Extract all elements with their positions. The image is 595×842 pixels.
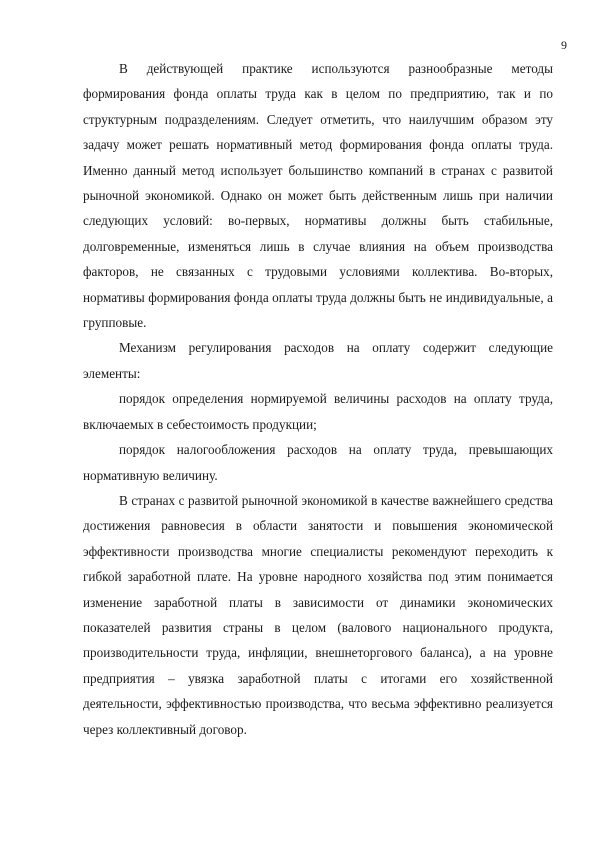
paragraph-methods: В действующей практике используются разнообразные методы формирования фонда оплаты труда как в целом по предприятию, так и по структурным подразделениям. Следует отметить, что наилучшим образом эту задачу может решать нормативный метод формирования фонда оплаты труда. Именно данный метод использует большинство компаний в странах с развитой рыночной экономикой. Однако он может быть действенным лишь при наличии следующих условий: во-первых, нормативы должны быть стабильные, долговременные, изменяться лишь в случае влияния на объем производства факторов, не связанных с трудовыми условиями коллектива. Во-вторых, нормативы формирования фонда оплаты труда должны быть не индивидуальные, а групповые. [83,61,553,331]
paragraph-mechanism: Механизм регулирования расходов на оплату содержит следующие элементы: [83,340,553,381]
document-body [83,56,553,742]
list-item-tax-order: порядок налогообложения расходов на оплату труда, превышающих нормативную величину. [83,442,553,483]
list-item-cost-order: порядок определения нормируемой величины расходов на оплату труда, включаемых в себестоимость продукции; [83,391,553,432]
page-number: 9 [561,38,567,52]
paragraph-flexible-wages: В странах с развитой рыночной экономикой в качестве важнейшего средства достижения равновесия в области занятости и повышения экономической эффективности производства многие специалисты рекомендуют переходить к гибкой заработной плате. На уровне народного хозяйства под этим понимается изменение заработной платы в зависимости от динамики экономических показателей развития страны в целом (валового национального продукта, производительности труда, инфляции, внешнеторгового баланса), а на уровне предприятия – увязка заработной платы с итогами его хозяйственной деятельности, эффективностью производства, что весьма эффективно реализуется через коллективный договор. [83,492,553,737]
